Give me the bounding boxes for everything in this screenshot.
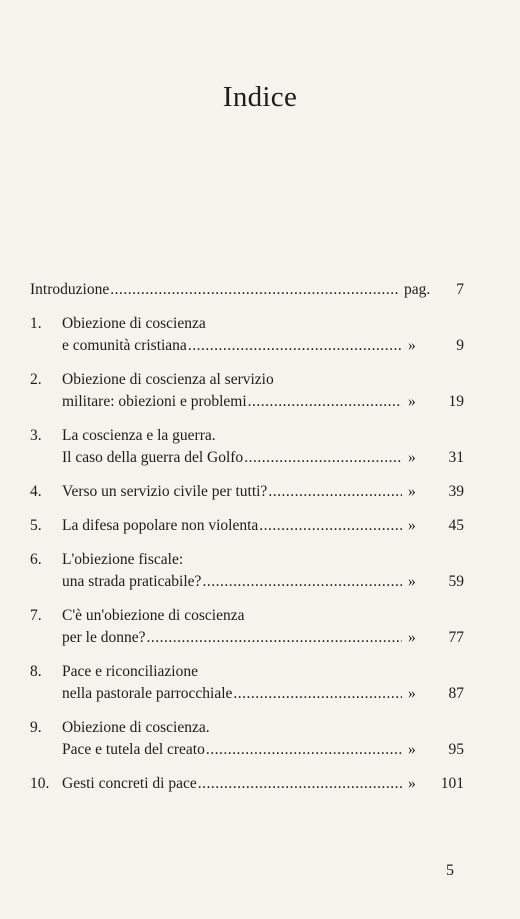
toc-entry <box>30 313 464 357</box>
toc-entry-title-line: e comunità cristiana <box>62 337 187 354</box>
toc-entry-title-line: militare: obiezioni e problemi <box>62 393 247 410</box>
toc-entry-title-line: L'obiezione fiscale: <box>62 551 184 568</box>
ditto-mark: » <box>408 483 416 500</box>
toc-entry <box>30 369 464 413</box>
page-number: 39 <box>448 483 464 500</box>
toc-entry-title-line: Obiezione di coscienza. <box>62 719 210 736</box>
toc-entry-body <box>62 661 464 705</box>
dot-leader <box>202 571 402 593</box>
page-number: 9 <box>456 337 464 354</box>
toc-entry <box>30 549 464 593</box>
toc-entry-title-line: Verso un servizio civile per tutti? <box>62 483 268 500</box>
dot-leader <box>268 481 402 503</box>
page-number: 31 <box>448 449 464 466</box>
page-number: 101 <box>440 775 464 792</box>
toc-entry-body <box>62 549 464 593</box>
dot-leader <box>188 335 402 357</box>
chapter-number: 3. <box>30 427 42 444</box>
ditto-mark: » <box>408 629 416 646</box>
ditto-mark: » <box>408 393 416 410</box>
chapter-number: 6. <box>30 551 42 568</box>
toc-entry-title-line: Obiezione di coscienza al servizio <box>62 371 274 388</box>
toc-entry-last-line <box>62 335 464 357</box>
toc-entry-body <box>62 425 464 469</box>
toc-entry-body <box>62 369 464 413</box>
toc-entry-last-line <box>62 481 464 503</box>
toc-entry-title-line: nella pastorale parrocchiale <box>62 685 233 702</box>
page-number: 7 <box>456 281 464 298</box>
toc-entry-title-line: Il caso della guerra del Golfo <box>62 449 244 466</box>
toc-entry-last-line <box>62 627 464 649</box>
dot-leader <box>233 683 402 705</box>
ditto-mark: » <box>408 573 416 590</box>
chapter-number: 8. <box>30 663 42 680</box>
toc-entry <box>30 425 464 469</box>
toc-entry <box>30 773 464 795</box>
toc-entry-last-line <box>62 515 464 537</box>
page-number: 95 <box>448 741 464 758</box>
chapter-number: 1. <box>30 315 42 332</box>
toc-entry <box>30 661 464 705</box>
toc-entry-body <box>62 605 464 649</box>
toc-entry-last-line <box>62 683 464 705</box>
folio-page-number: 5 <box>446 862 454 879</box>
toc-entry-body <box>62 717 464 761</box>
toc-entry <box>30 717 464 761</box>
toc-entry-title-line: C'è un'obiezione di coscienza <box>62 607 245 624</box>
toc-entry-last-line <box>62 773 464 795</box>
chapter-number: 4. <box>30 483 42 500</box>
chapter-number: 2. <box>30 371 42 388</box>
chapter-number: 5. <box>30 517 42 534</box>
toc-intro-entry <box>30 280 464 300</box>
toc-entry <box>30 605 464 649</box>
chapter-number: 10. <box>30 775 50 792</box>
ditto-mark: » <box>408 775 416 792</box>
toc-entry <box>30 515 464 537</box>
dot-leader <box>206 739 402 761</box>
toc-entry-title-line: Pace e tutela del creato <box>62 741 205 758</box>
toc-entry-title-line: Pace e riconciliazione <box>62 663 198 680</box>
page-number: 45 <box>448 517 464 534</box>
toc-entry-last-line <box>62 447 464 469</box>
ditto-mark: » <box>408 449 416 466</box>
page-title: Indice <box>222 81 298 114</box>
page-abbreviation: pag. <box>404 281 431 298</box>
toc-entry-title-line: La coscienza e la guerra. <box>62 427 216 444</box>
toc-entry-body <box>62 515 464 537</box>
toc-entry-title-line: La difesa popolare non violenta <box>62 517 259 534</box>
ditto-mark: » <box>408 337 416 354</box>
dot-leader <box>244 447 402 469</box>
chapter-number: 7. <box>30 607 42 624</box>
toc-entry-last-line <box>62 571 464 593</box>
toc-entry-last-line <box>62 739 464 761</box>
page-number: 87 <box>448 685 464 702</box>
toc-entry-body <box>62 773 464 795</box>
page-number: 77 <box>448 629 464 646</box>
ditto-mark: » <box>408 685 416 702</box>
ditto-mark: » <box>408 517 416 534</box>
dot-leader <box>248 391 402 413</box>
toc-entry <box>30 481 464 503</box>
chapter-number: 9. <box>30 719 42 736</box>
ditto-mark: » <box>408 741 416 758</box>
table-of-contents <box>30 280 464 795</box>
dot-leader <box>198 773 402 795</box>
toc-entry-body <box>62 313 464 357</box>
page-number: 59 <box>448 573 464 590</box>
toc-entry-title-line: una strada praticabile? <box>62 573 202 590</box>
toc-entry-title: Introduzione <box>30 281 110 298</box>
toc-entry-title-line: Gesti concreti di pace <box>62 775 197 792</box>
toc-entry-body <box>62 481 464 503</box>
dot-leader <box>259 515 402 537</box>
page-number: 19 <box>448 393 464 410</box>
dot-leader <box>147 627 403 649</box>
toc-entries <box>30 313 464 795</box>
dot-leader <box>110 280 398 300</box>
toc-entry-title-line: per le donne? <box>62 629 146 646</box>
toc-entry-title-line: Obiezione di coscienza <box>62 315 206 332</box>
toc-entry-last-line <box>62 391 464 413</box>
